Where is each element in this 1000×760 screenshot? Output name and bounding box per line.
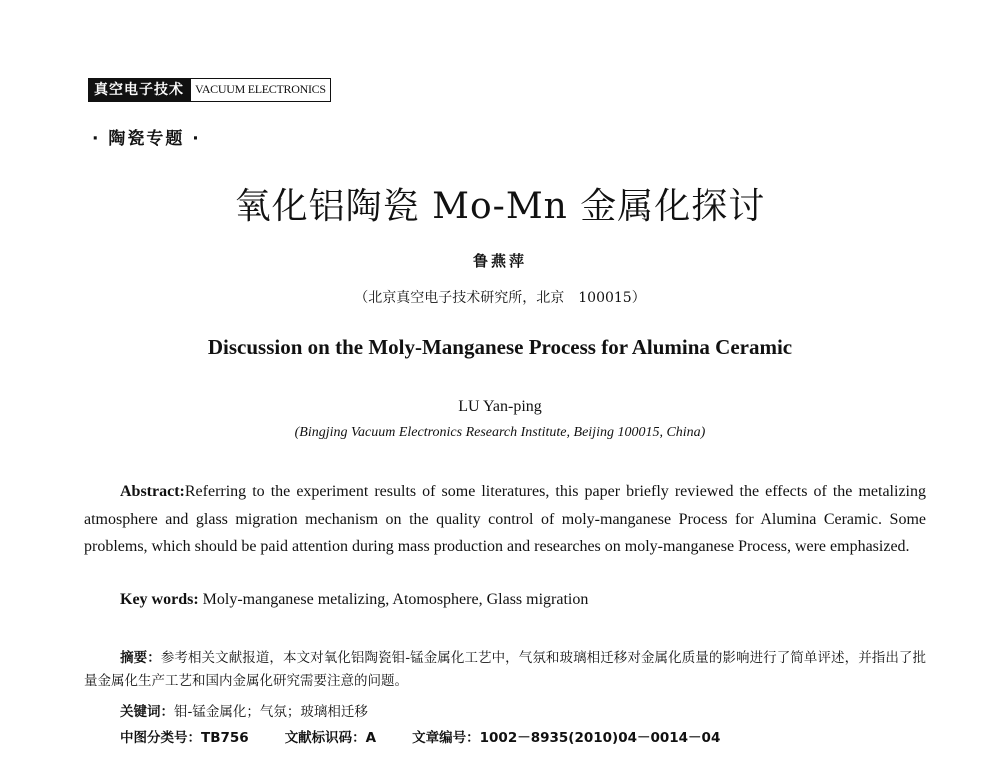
clc-number: 中图分类号：TB756 — [120, 730, 249, 746]
author-cn: 鲁燕萍 — [472, 252, 527, 270]
classification-line — [120, 726, 756, 746]
abstract-en-label: Abstract: — [120, 483, 185, 500]
journal-name-cn: 真空电子技术 — [88, 78, 190, 102]
keywords-en — [120, 591, 588, 609]
abstract-en — [84, 478, 926, 561]
affiliation-cn: （北京真空电子技术研究所，北京 100015） — [354, 290, 646, 306]
keywords-cn-label: 关键词： — [120, 704, 174, 720]
affiliation-en: (Bingjing Vacuum Electronics Research Institute, Beijing 100015, China) — [294, 425, 706, 440]
keywords-en-text: Moly-manganese metalizing, Atomosphere, Glass migration — [202, 591, 589, 608]
document-code: 文献标识码：A — [284, 730, 377, 746]
journal-name-en: VACUUM ELECTRONICS — [190, 78, 331, 102]
keywords-cn — [120, 700, 368, 720]
column-label: · 陶瓷专题 · — [92, 129, 201, 149]
journal-header — [88, 78, 331, 102]
title-en: Discussion on the Moly-Manganese Process for Alumina Ceramic — [207, 335, 793, 359]
abstract-cn-text: 参考相关文献报道，本文对氧化铝陶瓷钼-锰金属化工艺中，气氛和玻璃相迁移对金属化质量的影响进行了简单评述，并指出了批量金属化生产工艺和国内金属化研究需要注意的问题。 — [84, 650, 926, 689]
abstract-en-text: Referring to the experiment results of some literatures, this paper briefly reviewed the effects of the metalizing atmosphere and glass migration mechanism on the quality control of moly-manganese Process for Alumina Ceramic. Some problems, which should be paid attention during mass production and researches on moly-manganese Process, were emphasized. — [84, 483, 926, 555]
author-en: LU Yan-ping — [458, 398, 542, 415]
abstract-cn-label: 摘要： — [120, 650, 161, 666]
abstract-cn — [84, 647, 926, 693]
article-number: 文章编号：1002－8935(2010)04－0014－04 — [412, 730, 721, 746]
title-cn: 氧化铝陶瓷 Mo-Mn 金属化探讨 — [234, 186, 766, 227]
keywords-cn-text: 钼-锰金属化；气氛；玻璃相迁移 — [174, 704, 368, 720]
keywords-en-label: Key words: — [120, 591, 199, 608]
